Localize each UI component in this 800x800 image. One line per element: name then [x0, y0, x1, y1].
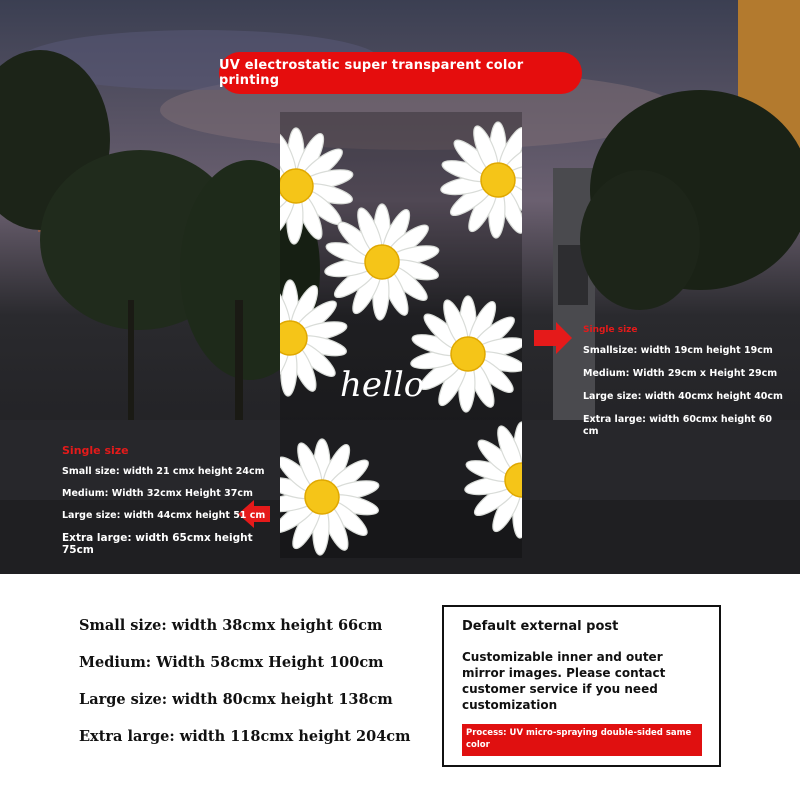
- left-size-large: Large size: width 44cmx height 51 cm: [62, 510, 266, 521]
- print-method-banner: [219, 52, 582, 94]
- left-size-extra-large: Extra large: width 65cmx height 75cm: [62, 532, 253, 556]
- left-size-heading: Single size: [62, 444, 129, 457]
- left-single-size-list: [62, 444, 282, 567]
- process-badge: [462, 724, 702, 756]
- panel-size-small: Small size: width 38cmx height 66cm: [79, 617, 383, 634]
- process-text: Process: UV micro-spraying double-sided same color: [466, 728, 692, 750]
- right-size-medium: Medium: Width 29cm x Height 29cm: [583, 368, 778, 379]
- panel-size-large: Large size: width 80cmx height 138cm: [79, 691, 393, 708]
- left-size-medium: Medium: Width 32cmx Height 37cm: [62, 488, 253, 499]
- post-info-box: [442, 605, 721, 767]
- panel-size-medium: Medium: Width 58cmx Height 100cm: [79, 654, 384, 671]
- right-size-large: Large size: width 40cmx height 40cm: [583, 391, 783, 402]
- right-single-size-list: [583, 325, 783, 449]
- panel-size-extra-large: Extra large: width 118cmx height 204cm: [79, 728, 411, 745]
- hello-sticker-text: hello: [340, 365, 425, 405]
- right-size-small: Smallsize: width 19cm height 19cm: [583, 345, 773, 356]
- full-panel-size-list: [79, 617, 419, 765]
- banner-text: UV electrostatic super transparent color printing: [219, 58, 524, 88]
- right-size-extra-large: Extra large: width 60cmx height 60 cm: [583, 414, 772, 437]
- right-size-heading: Single size: [583, 325, 638, 335]
- left-size-small: Small size: width 21 cmx height 24cm: [62, 466, 265, 477]
- info-title: Default external post: [462, 619, 619, 634]
- info-body: Customizable inner and outer mirror images. Please contact customer service if you need customization: [462, 650, 666, 712]
